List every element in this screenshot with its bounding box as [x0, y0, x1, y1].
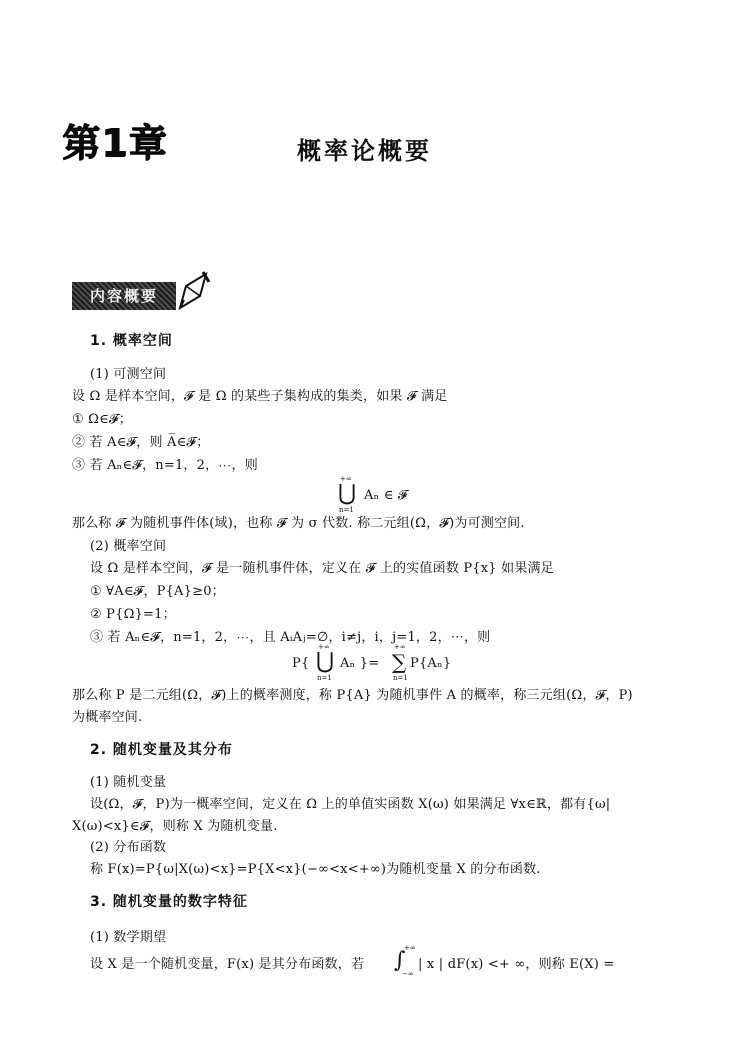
text-line: 那么称 P 是二元组(Ω，𝓕)上的概率测度，称 P{A} 为随机事件 A 的概率，称三元组(Ω，𝓕，P)	[72, 688, 633, 703]
text-line: 那么称 𝓕 为随机事件体(域)，也称 𝓕 为 σ 代数. 称二元组(Ω，𝓕)为可测空间.	[72, 516, 525, 531]
text-line: 设 Ω 是样本空间，𝓕 是一随机事件体，定义在 𝓕 上的实值函数 P{x} 如果满足	[90, 561, 554, 576]
formula-integral-bottom: −∞	[402, 970, 414, 978]
text-line: (2) 概率空间	[90, 539, 167, 554]
text-line: 设(Ω，𝓕，P)为一概率空间，定义在 Ω 上的单值实函数 X(ω) 如果满足 ∀x∈ℝ，都有{ω|	[90, 797, 611, 812]
text-line: 为概率空间.	[72, 710, 143, 725]
text-line: 称 F(x)=P{ω|X(ω)<x}=P{X<x}(−∞<x<+∞)为随机变量 X 的分布函数.	[90, 862, 541, 877]
formula-union-top: +∞	[340, 475, 352, 483]
formula-sum-bottom: n=1	[393, 674, 408, 682]
formula-prob-union-bottom: n=1	[317, 674, 332, 682]
formula-integral-symbol: ∫	[394, 948, 406, 973]
formula-prob-rhs: P{Aₙ}	[410, 656, 452, 671]
section-1-title: 1. 概率空间	[90, 333, 173, 349]
formula-sum-symbol: ∑	[392, 650, 407, 674]
text-line: ② P{Ω}=1；	[90, 607, 176, 622]
text-line: ① Ω∈𝓕；	[72, 412, 132, 427]
formula-union-bottom: n=1	[339, 506, 354, 514]
formula-integral-top: +∞	[404, 944, 416, 952]
text-line: 设 X 是一个随机变量，F(x) 是其分布函数，若	[90, 957, 365, 972]
text-line: (2) 分布函数	[90, 840, 167, 855]
text-line: X(ω)<x}∈𝓕，则称 X 为随机变量.	[72, 819, 278, 834]
text-line: 设 Ω 是样本空间，𝓕 是 Ω 的某些子集构成的集类，如果 𝓕 满足	[72, 389, 448, 404]
text-line: (1) 可测空间	[90, 367, 167, 382]
text-line: (1) 随机变量	[90, 775, 167, 790]
section-2-title: 2. 随机变量及其分布	[90, 742, 233, 758]
formula-prob-lhs: P{	[292, 656, 310, 671]
section-3-title: 3. 随机变量的数字特征	[90, 894, 248, 910]
text-line: (1) 数学期望	[90, 930, 167, 945]
pencil-icon	[176, 270, 210, 310]
text-line: ① ∀A∈𝓕，P{A}≥0；	[90, 584, 225, 599]
chapter-title: 概率论概要	[297, 137, 432, 165]
formula-sum-top: +∞	[394, 643, 406, 651]
formula-union-body: Aₙ ∈ 𝓕	[364, 488, 408, 503]
text-line: ③ 若 Aₙ∈𝓕，n=1，2，⋯，则	[72, 458, 258, 473]
formula-prob-mid: Aₙ }=	[340, 656, 380, 671]
chapter-label: 第1章	[62, 121, 168, 165]
section-banner: 内容概要	[72, 282, 176, 310]
text-line: | x | dF(x) <+ ∞，则称 E(X) =	[418, 957, 615, 972]
text-line: ③ 若 Aₙ∈𝓕，n=1，2，⋯，且 AᵢAⱼ=∅，i≠j，i，j=1，2，⋯，则	[90, 630, 491, 645]
formula-union-symbol: ⋃	[338, 481, 357, 506]
formula-prob-union-top: +∞	[318, 643, 330, 651]
text-line: ② 若 A∈𝓕，则 A̅∈𝓕；	[72, 435, 210, 450]
formula-prob-union-symbol: ⋃	[316, 649, 335, 674]
